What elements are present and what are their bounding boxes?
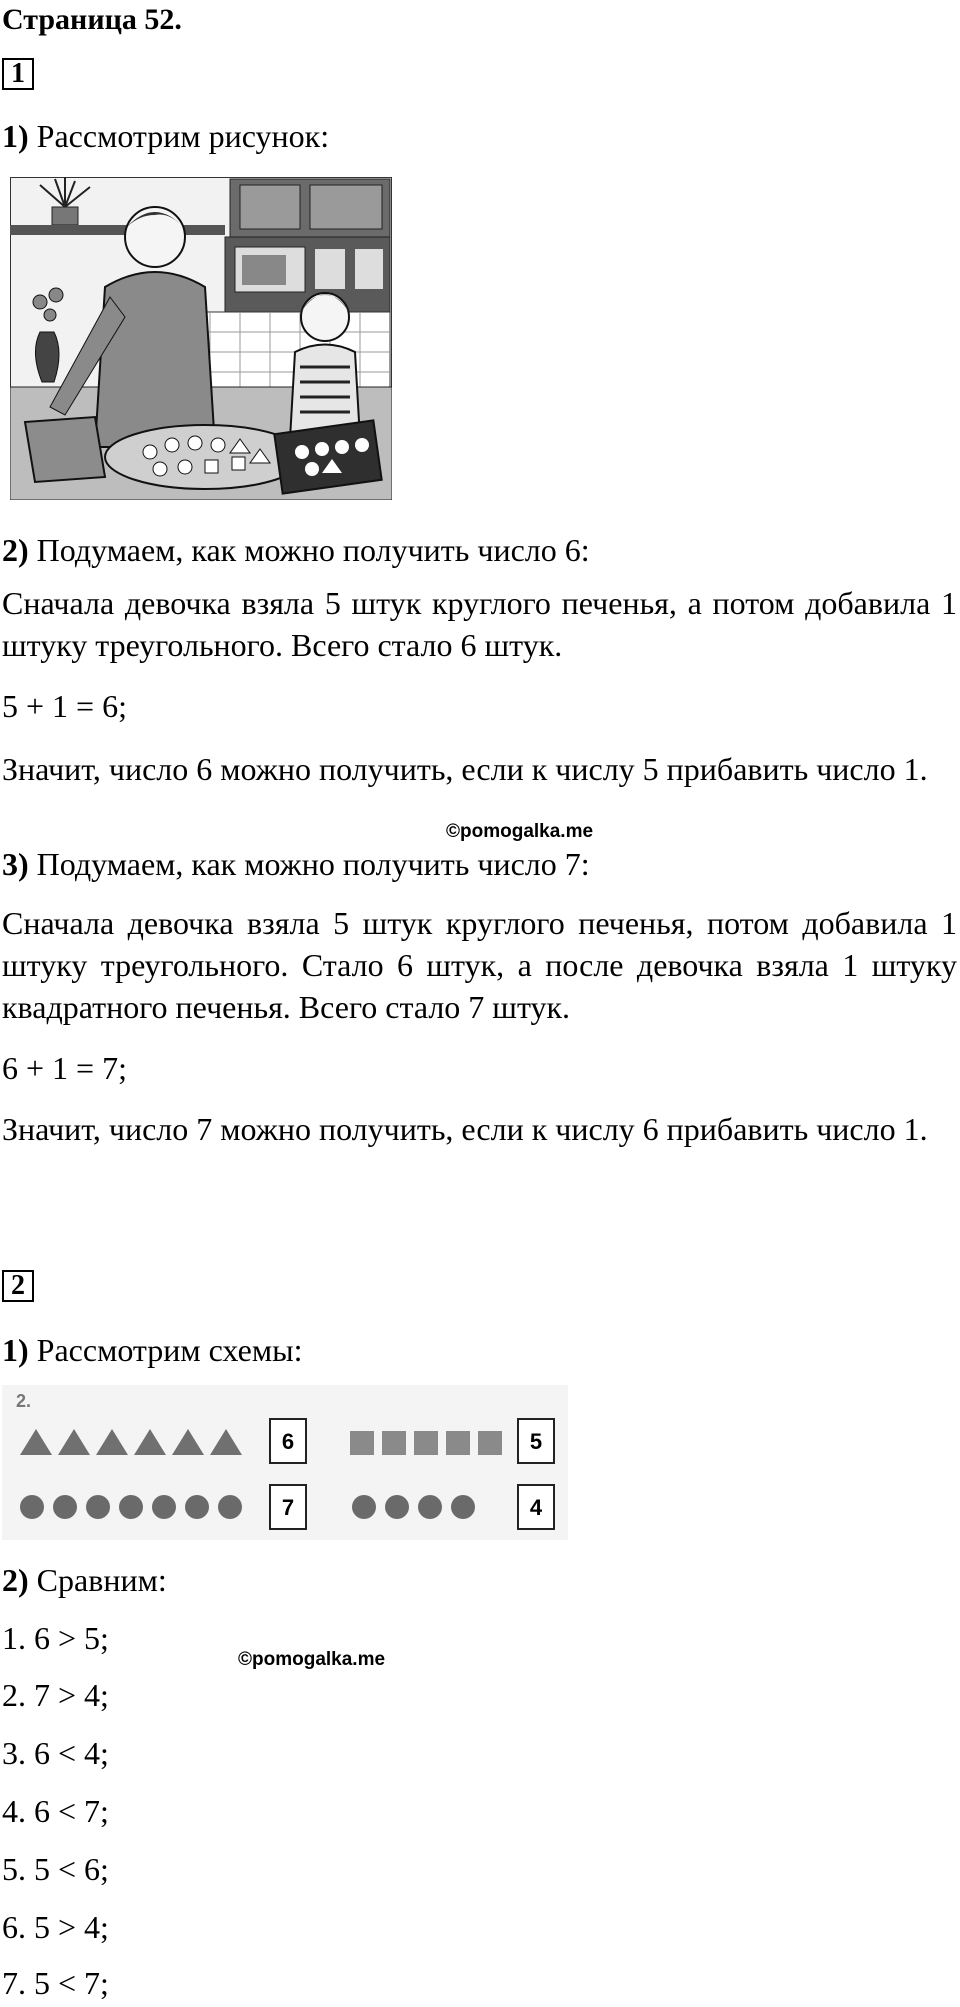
circle — [53, 1495, 77, 1519]
circle — [451, 1495, 475, 1519]
task-1-paragraph-2: Сначала девочка взяла 5 штук круглого печенья, потом добавила 1 штуку треугольного. Стало 6 штук, а после девочка взяла 1 штуку квадратного печенья. Всего стало 7 штук. — [2, 905, 957, 1025]
step-text: Подумаем, как можно получить число 7: — [36, 846, 590, 882]
step-text: Сравним: — [36, 1562, 167, 1598]
step-label: 2) — [2, 532, 29, 568]
squares-group — [350, 1431, 502, 1455]
circle — [152, 1495, 176, 1519]
task-2-step-1 — [2, 1330, 302, 1370]
square — [350, 1431, 374, 1455]
circle — [218, 1495, 242, 1519]
task-1-number: 1 — [2, 58, 34, 90]
task-2-number: 2 — [2, 1270, 34, 1302]
comparison-item: 3. 6 < 4; — [2, 1735, 109, 1771]
square — [382, 1431, 406, 1455]
comparison-item: 6. 5 > 4; — [2, 1909, 109, 1945]
square — [478, 1431, 502, 1455]
comparison-item: 1. 6 > 5; — [2, 1620, 109, 1656]
circle — [385, 1495, 409, 1519]
circle — [352, 1495, 376, 1519]
task-1-conclusion-2: Значит, число 7 можно получить, если к числу 6 прибавить число 1. — [2, 1111, 928, 1147]
step-label: 1) — [2, 118, 29, 154]
step-label: 2) — [2, 1562, 29, 1598]
circle — [20, 1495, 44, 1519]
square — [414, 1431, 438, 1455]
task-1-step-1 — [2, 116, 329, 156]
task-1-step-3 — [2, 844, 590, 884]
card-5-label: 5 — [529, 1429, 543, 1454]
kitchen-illustration — [10, 177, 392, 500]
watermark: ©pomogalka.me — [238, 1649, 386, 1670]
schemes-illustration — [2, 1385, 568, 1540]
task-2-step-2 — [2, 1560, 167, 1600]
step-label: 3) — [2, 846, 29, 882]
task-1-equation-2: 6 + 1 = 7; — [2, 1050, 127, 1086]
square — [446, 1431, 470, 1455]
comparison-item: 5. 5 < 6; — [2, 1851, 109, 1887]
step-text: Рассмотрим схемы: — [36, 1332, 303, 1368]
card-7-label: 7 — [281, 1495, 295, 1520]
circle — [119, 1495, 143, 1519]
step-text: Рассмотрим рисунок: — [36, 118, 330, 154]
watermark: ©pomogalka.me — [446, 821, 594, 842]
task-1-equation-1: 5 + 1 = 6; — [2, 688, 127, 724]
task-1-conclusion-1: Значит, число 6 можно получить, если к числу 5 прибавить число 1. — [2, 751, 928, 787]
circle — [86, 1495, 110, 1519]
card-6-label: 6 — [281, 1429, 295, 1454]
scheme-exercise-number: 2. — [16, 1391, 32, 1411]
comparison-item: 7. 5 < 7; — [2, 1965, 109, 2001]
comparison-item: 4. 6 < 7; — [2, 1793, 109, 1829]
circle — [418, 1495, 442, 1519]
page-title: Страница 52. — [2, 3, 182, 36]
step-text: Подумаем, как можно получить число 6: — [36, 532, 590, 568]
comparison-item: 2. 7 > 4; — [2, 1677, 109, 1713]
card-4-label: 4 — [529, 1495, 543, 1520]
task-1-paragraph-1: Сначала девочка взяла 5 штук круглого печенья, а потом добавила 1 штуку треугольного. Всего стало 6 штук. — [2, 585, 957, 663]
task-1-step-2 — [2, 530, 590, 570]
circle — [185, 1495, 209, 1519]
step-label: 1) — [2, 1332, 29, 1368]
